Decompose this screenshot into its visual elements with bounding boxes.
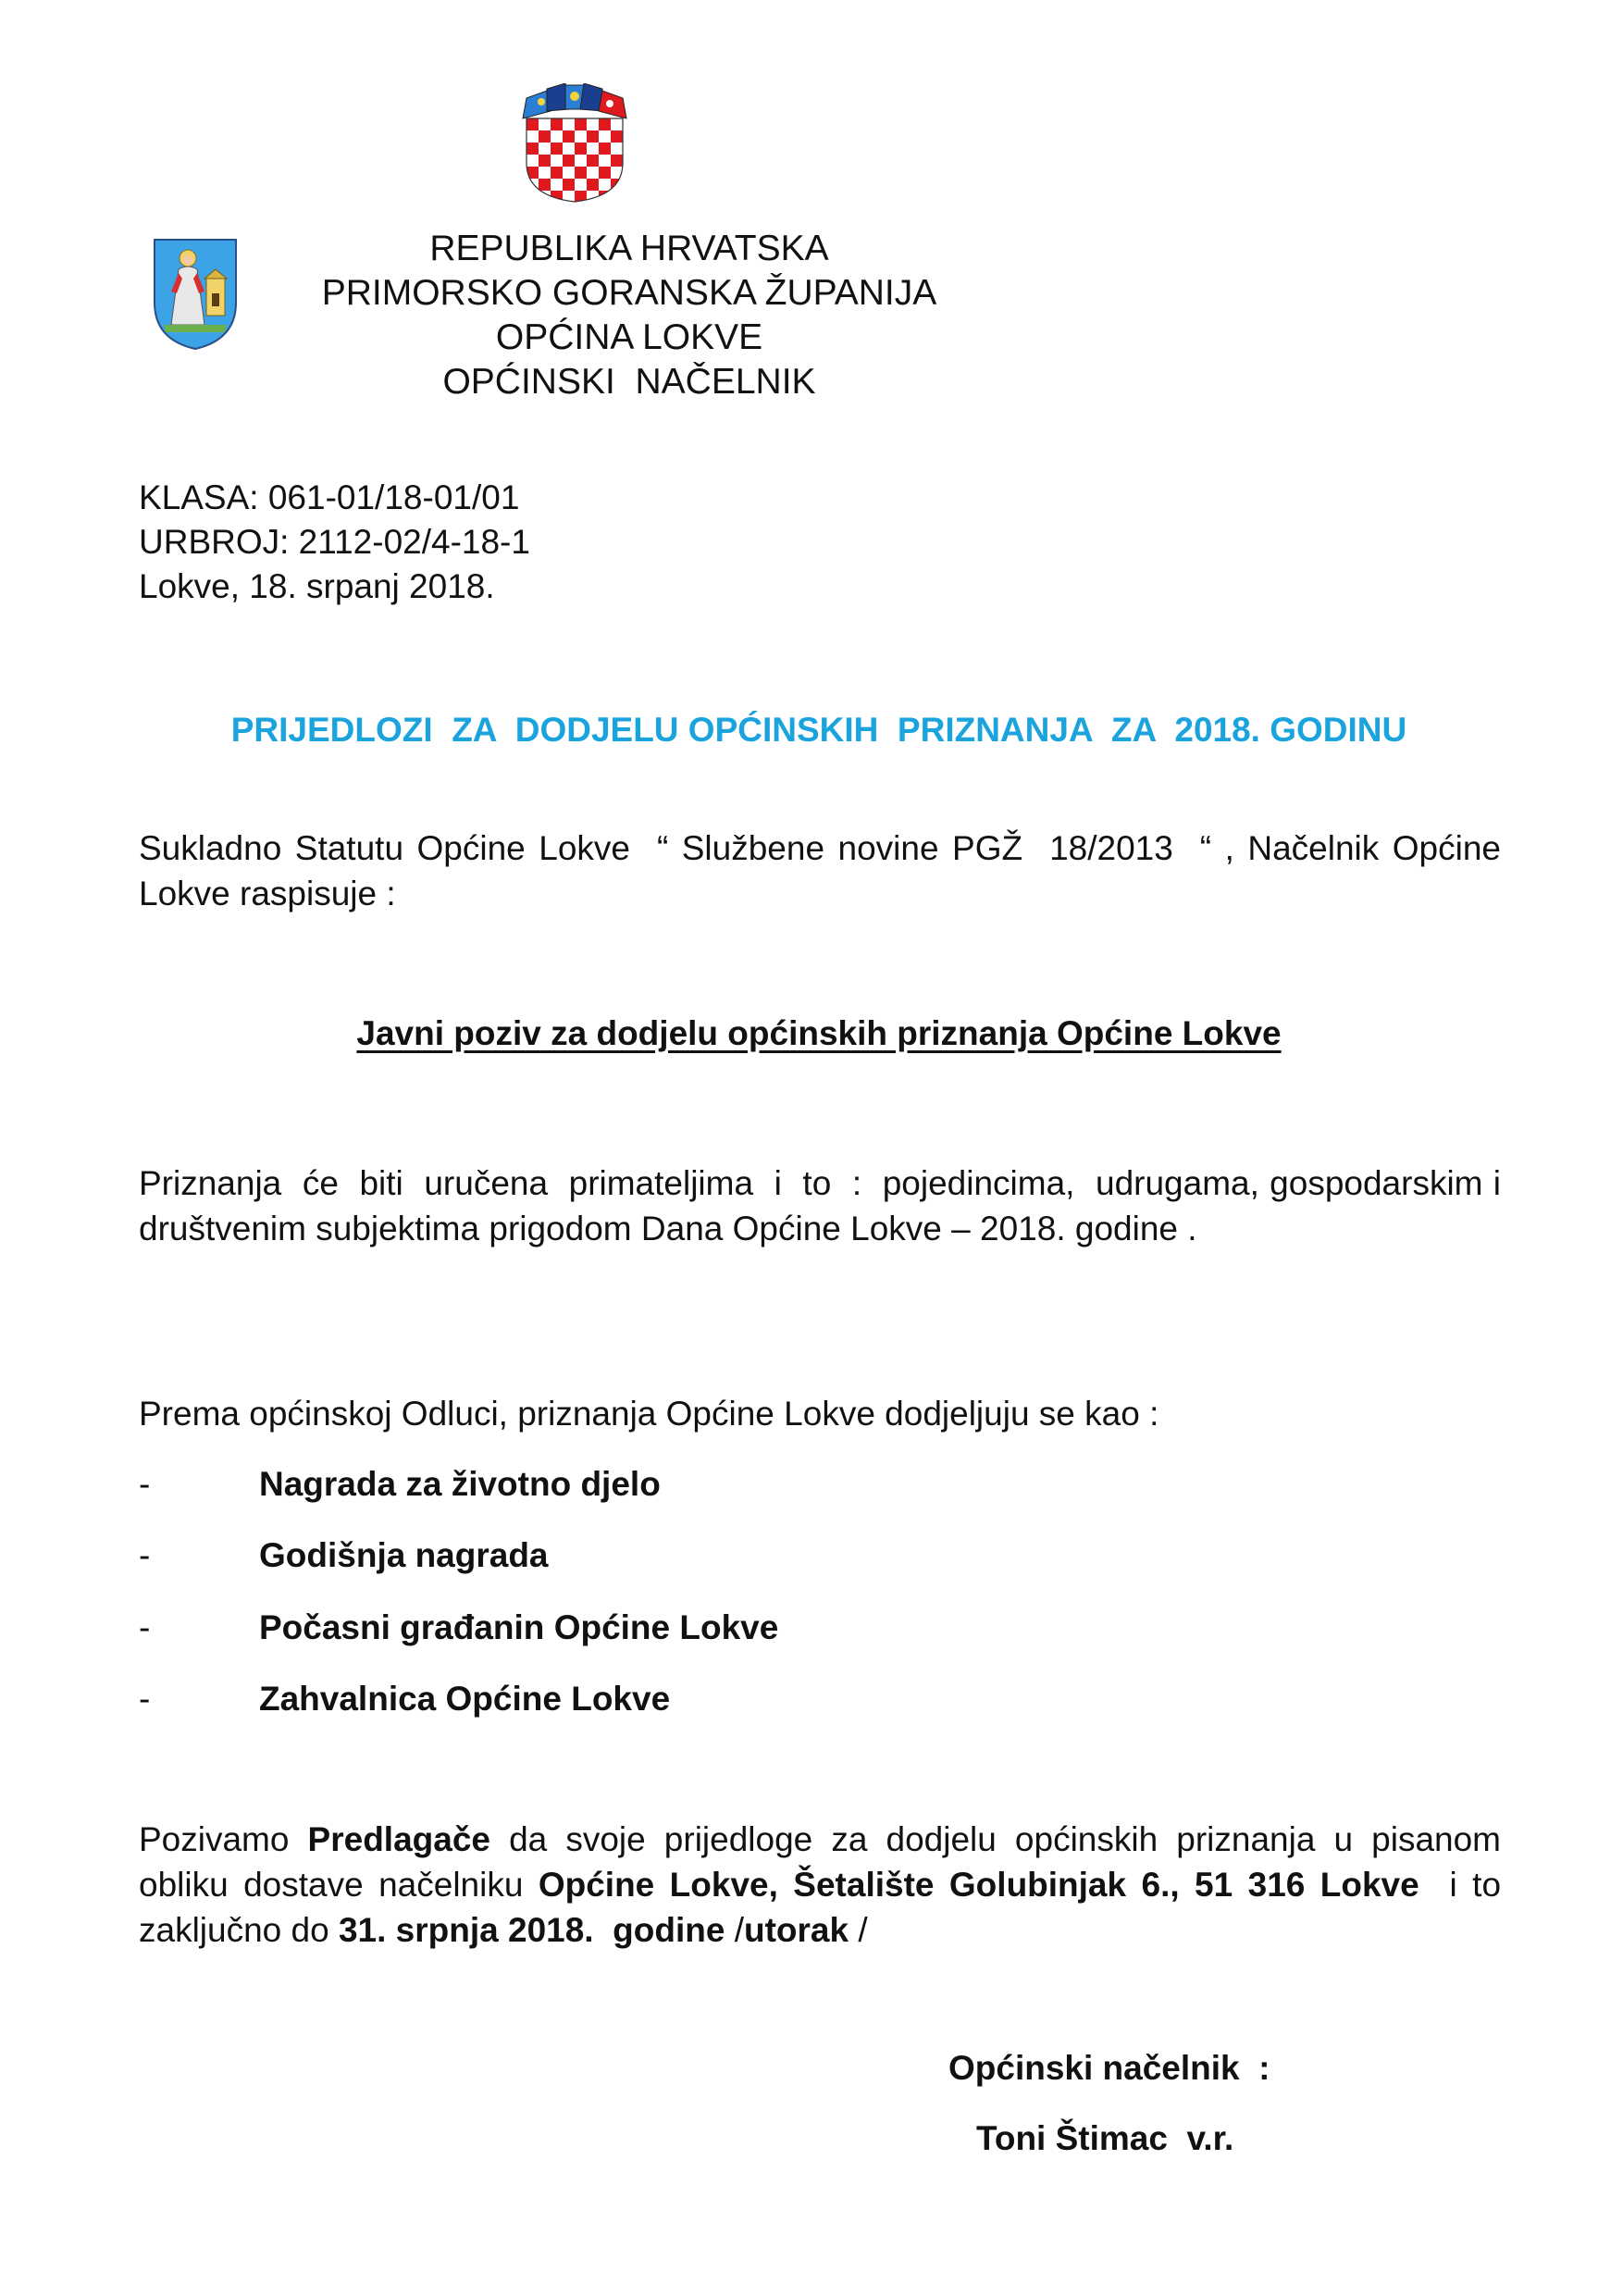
coat-square — [611, 130, 623, 143]
coat-square — [599, 191, 611, 203]
coat-square — [575, 155, 587, 167]
coat-square — [539, 191, 551, 203]
coat-square — [575, 179, 587, 191]
coat-square — [611, 191, 623, 203]
signature-role: Općinski načelnik : — [948, 2049, 1270, 2087]
coat-square — [587, 155, 599, 167]
coat-square — [527, 179, 539, 191]
coat-square — [563, 179, 575, 191]
coat-square — [575, 118, 587, 130]
coat-square — [539, 143, 551, 155]
coat-square — [611, 143, 623, 155]
coat-square — [539, 179, 551, 191]
list-dash: - — [139, 1536, 151, 1574]
header-county: PRIMORSKO GORANSKA ŽUPANIJA — [321, 273, 937, 313]
coat-square — [539, 118, 551, 130]
coat-checkerboard — [527, 118, 623, 203]
coat-square — [527, 167, 539, 179]
coat-square — [587, 167, 599, 179]
header-mayor-office: OPĆINSKI NAČELNIK — [442, 362, 816, 402]
coat-square — [563, 155, 575, 167]
closing-weekday: utorak — [743, 1911, 849, 1949]
closing-text-1: Pozivamo — [139, 1820, 308, 1858]
coat-square — [551, 167, 563, 179]
closing-paragraph — [139, 1817, 1511, 1953]
recipients-paragraph: Priznanja će biti uručena primateljima i to : pojedincima, udrugama, gospodarskim i društvenim subjektima prigodom Dana Općine Lokve – 2018. godine . — [139, 1164, 1511, 1247]
coat-square — [527, 155, 539, 167]
call-title: Javni poziv za dodjelu općinskih priznanja Općine Lokve — [356, 1014, 1282, 1052]
closing-proposers: Predlagače — [307, 1820, 490, 1858]
coat-square — [563, 143, 575, 155]
coat-square — [539, 167, 551, 179]
lokve-coat-of-arms — [151, 236, 240, 353]
coat-square — [539, 130, 551, 143]
intro-paragraph: Sukladno Statutu Općine Lokve “ Službene novine PGŽ 18/2013 “ , Načelnik Općine Lokve raspisuje : — [139, 829, 1511, 912]
award-label: Godišnja nagrada — [259, 1536, 549, 1574]
coat-square — [575, 130, 587, 143]
coat-square — [527, 118, 539, 130]
closing-text-4: / — [725, 1911, 744, 1949]
coat-square — [551, 118, 563, 130]
coat-square — [575, 143, 587, 155]
coat-square — [527, 130, 539, 143]
coat-square — [551, 143, 563, 155]
closing-text-3: i to zaključno do — [139, 1866, 1511, 1949]
place-date-line: Lokve, 18. srpanj 2018. — [139, 567, 495, 605]
coat-crown — [523, 83, 626, 118]
closing-text-2: da svoje prijedloge za dodjelu općinskih priznanja u pisanom obliku dostave načelniku — [139, 1820, 1511, 1904]
coat-square — [527, 143, 539, 155]
signature-name: Toni Štimac v.r. — [976, 2119, 1234, 2157]
awards-intro: Prema općinskoj Odluci, priznanja Općine Lokve dodjeljuju se kao : — [139, 1395, 1159, 1433]
closing-address: Općine Lokve, Šetalište Golubinjak 6., 51 316 Lokve — [538, 1866, 1419, 1904]
award-label: Nagrada za životno djelo — [259, 1465, 661, 1503]
coat-square — [587, 130, 599, 143]
klasa-line: KLASA: 061-01/18-01/01 — [139, 478, 520, 516]
award-label: Zahvalnica Općine Lokve — [259, 1680, 671, 1718]
coat-square — [599, 179, 611, 191]
coat-square — [539, 155, 551, 167]
list-dash: - — [139, 1608, 151, 1646]
award-label: Počasni građanin Općine Lokve — [259, 1608, 779, 1646]
coat-square — [575, 167, 587, 179]
coat-square — [563, 130, 575, 143]
coat-square — [611, 179, 623, 191]
coat-square — [599, 167, 611, 179]
document-title: PRIJEDLOZI ZA DODJELU OPĆINSKIH PRIZNANJA ZA 2018. GODINU — [230, 711, 1407, 749]
coat-square — [563, 118, 575, 130]
coat-square — [587, 118, 599, 130]
coat-square — [527, 191, 539, 203]
coat-square — [551, 155, 563, 167]
coat-square — [599, 118, 611, 130]
coat-square — [599, 143, 611, 155]
coat-square — [599, 130, 611, 143]
closing-text-5: / — [849, 1911, 868, 1949]
header-municipality: OPĆINA LOKVE — [495, 317, 763, 357]
coat-square — [611, 118, 623, 130]
urbroj-line: URBROJ: 2112-02/4-18-1 — [139, 523, 530, 561]
list-dash: - — [139, 1465, 151, 1503]
closing-deadline: 31. srpnja 2018. godine — [338, 1911, 725, 1949]
coat-square — [587, 143, 599, 155]
coat-square — [611, 167, 623, 179]
coat-square — [611, 155, 623, 167]
coat-square — [551, 179, 563, 191]
coat-square — [599, 155, 611, 167]
croatia-coat-of-arms — [514, 83, 636, 204]
coat-square — [587, 179, 599, 191]
coat-square — [563, 167, 575, 179]
header-republic: REPUBLIKA HRVATSKA — [429, 229, 829, 268]
coat-square — [551, 130, 563, 143]
list-dash: - — [139, 1680, 151, 1718]
